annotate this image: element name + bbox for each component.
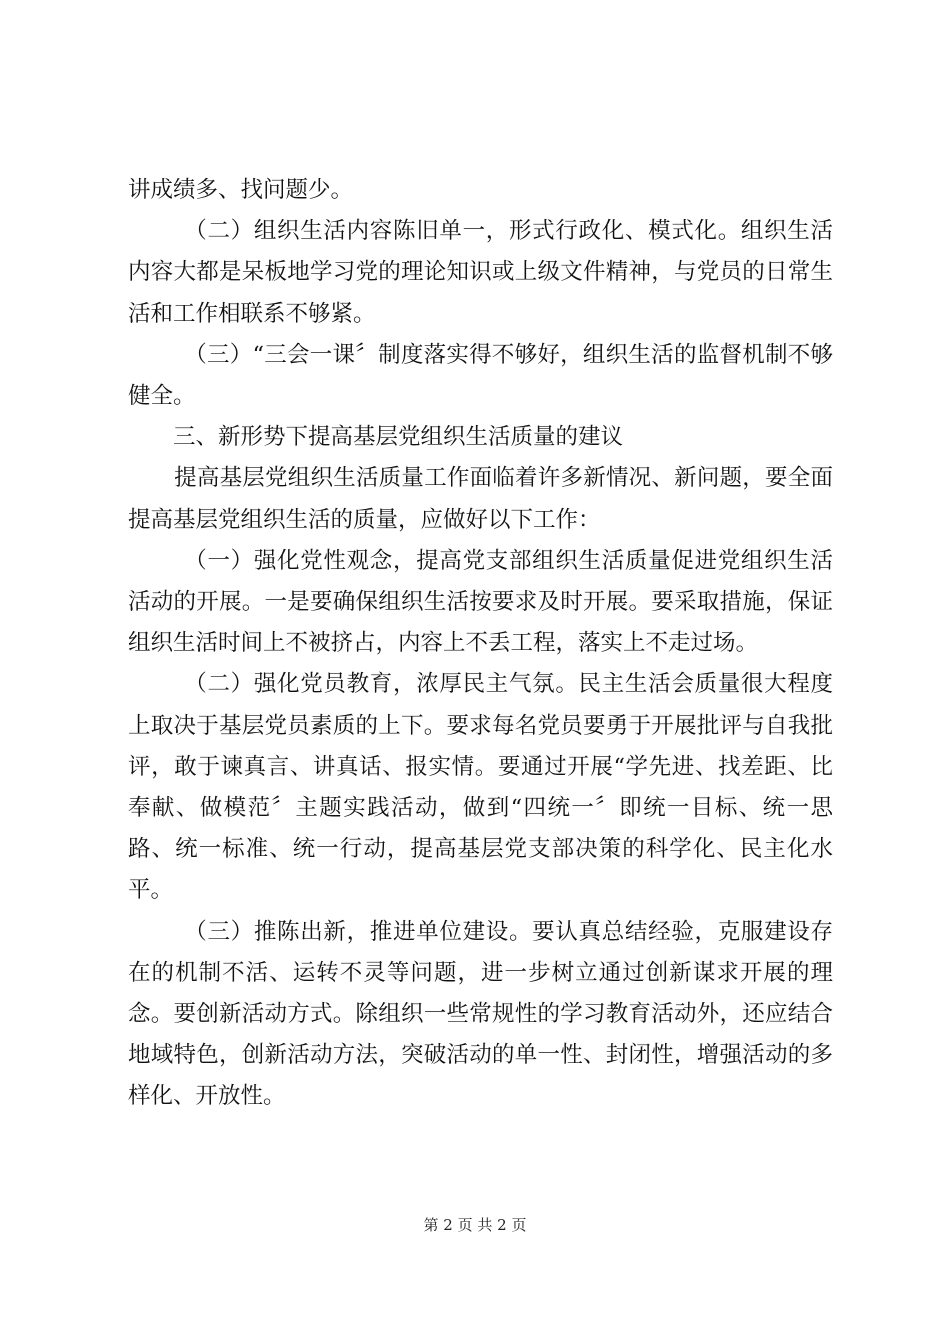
document-body — [128, 170, 833, 1118]
page-number-footer: 第 2 页 共 2 页 — [423, 1216, 527, 1234]
paragraph-suggestion-1: （一）强化党性观念，提高党支部组织生活质量促进党组织生活活动的开展。一是要确保组织生活按要求及时开展。要采取措施，保证组织生活时间上不被挤占，内容上不丢工程，落实上不走过场。 — [128, 547, 833, 657]
paragraph-suggestion-3: （三）推陈出新，推进单位建设。要认真总结经验，克服建设存在的机制不活、运转不灵等问题，进一步树立通过创新谋求开展的理念。要创新活动方式。除组织一些常规性的学习教育活动外，还应结合地域特色，创新活动方法，突破活动的单一性、封闭性，增强活动的多样化、开放性。 — [128, 918, 833, 1110]
paragraph-continuation: 讲成绩多、找问题少。 — [128, 177, 354, 203]
paragraph-suggestion-2: （二）强化党员教育，浓厚民主气氛。民主生活会质量很大程度上取决于基层党员素质的上下。要求每名党员要勇于开展批评与自我批评，敢于谏真言、讲真话、报实情。要通过开展“学先进、找差距、比奉献、做模范〞主题实践活动，做到“四统一〞即统一目标、统一思路、统一标准、统一行动，提高基层党支部决策的科学化、民主化水平。 — [128, 671, 833, 904]
paragraph-item-3: （三）“三会一课〞制度落实得不够好，组织生活的监督机制不够健全。 — [128, 341, 833, 410]
paragraph-intro: 提高基层党组织生活质量工作面临着许多新情况、新问题，要全面提高基层党组织生活的质量，应做好以下工作： — [128, 465, 833, 533]
paragraph-item-2: （二）组织生活内容陈旧单一，形式行政化、模式化。组织生活内容大都是呆板地学习党的理论知识或上级文件精神，与党员的日常生活和工作相联系不够紧。 — [128, 218, 833, 327]
section-heading: 三、新形势下提高基层党组织生活质量的建议 — [173, 424, 624, 451]
